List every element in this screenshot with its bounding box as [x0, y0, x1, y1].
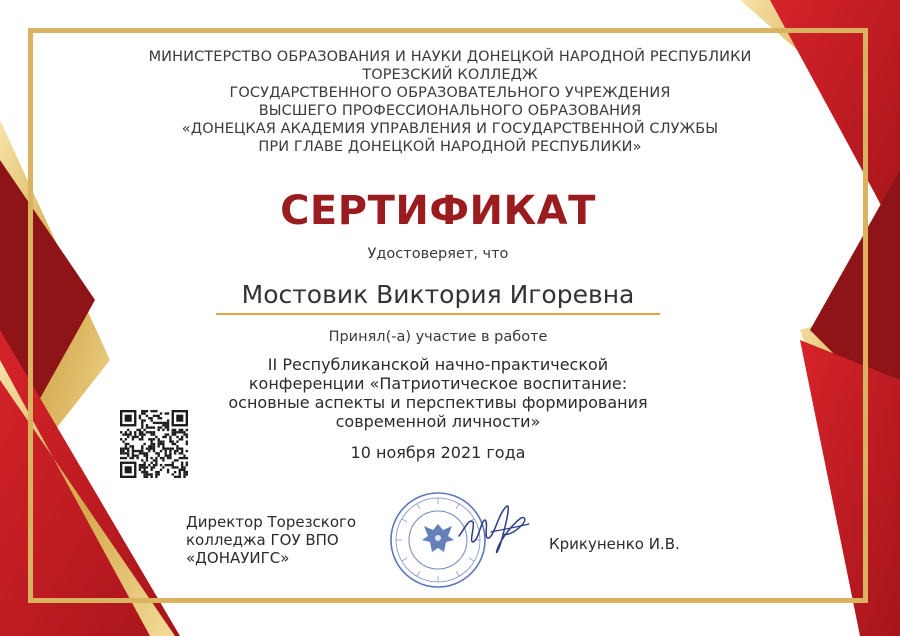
- signatory-position: [186, 513, 356, 567]
- signatory-name: Крикуненко И.В.: [549, 535, 680, 553]
- signatory-position-line: колледжа ГОУ ВПО: [186, 531, 339, 549]
- header-line: ВЫСШЕГО ПРОФЕССИОНАЛЬНОГО ОБРАЗОВАНИЯ: [258, 103, 642, 119]
- event-date: 10 ноября 2021 года: [350, 443, 526, 462]
- header-line: ПРИ ГЛАВЕ ДОНЕЦКОЙ НАРОДНОЙ РЕСПУБЛИКИ»: [258, 139, 642, 155]
- header-line: «ДОНЕЦКАЯ АКАДЕМИЯ УПРАВЛЕНИЯ И ГОСУДАРСТВЕННОЙ СЛУЖБЫ: [181, 121, 719, 137]
- issuer-header: [60, 48, 840, 156]
- header-line: ГОСУДАРСТВЕННОГО ОБРАЗОВАТЕЛЬНОГО УЧРЕЖДЕНИЯ: [229, 85, 671, 101]
- event-line: основные аспекты и перспективы формирования: [228, 393, 648, 412]
- certifies-text: Удостоверяет, что: [367, 246, 509, 262]
- signatory-position-line: «ДОНАУИГС»: [186, 549, 290, 567]
- certificate-title: СЕРТИФИКАТ: [280, 188, 596, 234]
- handwritten-signature-icon: [455, 498, 535, 560]
- name-underline: [216, 313, 660, 315]
- event-line: II Республиканской начно-практической: [267, 355, 609, 374]
- participation-text: Принял(-а) участие в работе: [328, 329, 548, 345]
- qr-code-icon[interactable]: [120, 410, 188, 478]
- event-line: конференции «Патриотическое воспитание:: [248, 374, 628, 393]
- event-line: современной личности»: [335, 412, 541, 431]
- header-line: МИНИСТЕРСТВО ОБРАЗОВАНИЯ И НАУКИ ДОНЕЦКОЙ НАРОДНОЙ РЕСПУБЛИКИ: [148, 49, 752, 65]
- recipient-name: Мостовик Виктория Игоревна: [241, 280, 635, 309]
- signatory-position-line: Директор Торезского: [186, 513, 357, 531]
- header-line: ТОРЕЗСКИЙ КОЛЛЕДЖ: [362, 67, 538, 83]
